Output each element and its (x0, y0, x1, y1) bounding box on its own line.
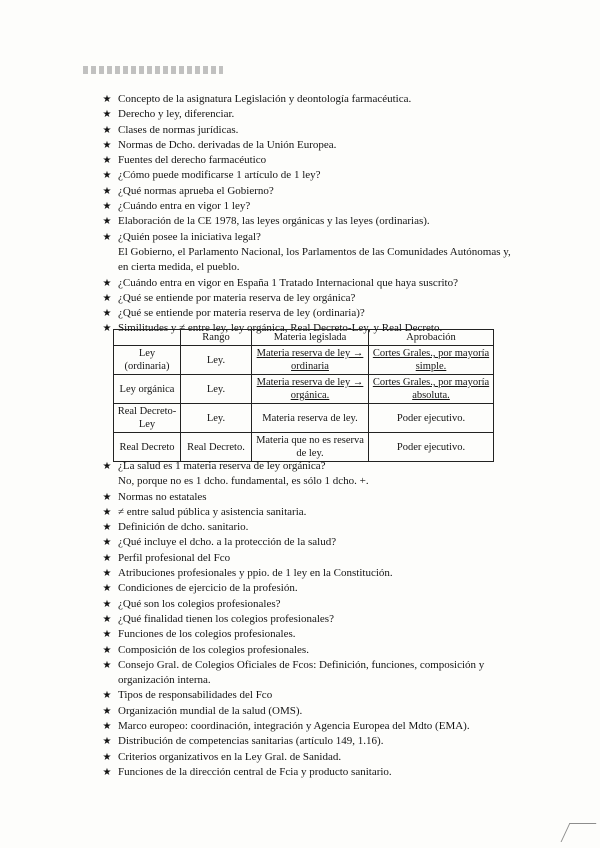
list-item-text: Clases de normas jurídicas. (118, 123, 239, 136)
star-bullet-icon: ★ (102, 552, 112, 564)
star-bullet-icon: ★ (102, 613, 112, 625)
list-item-text: ¿Cómo puede modificarse 1 artículo de 1 ley? (118, 169, 321, 182)
table-header-cell: Rango (181, 330, 252, 346)
list-item-text: ¿Qué finalidad tienen los colegios profesionales? (118, 612, 334, 625)
star-bullet-icon: ★ (102, 629, 112, 641)
table-header-cell: Materia legislada (252, 330, 369, 346)
table-header-cell: Aprobación (369, 330, 494, 346)
list-item-text: ¿Qué se entiende por materia reserva de ley orgánica? (118, 291, 356, 304)
table-cell-materia: Materia que no es reserva de ley. (252, 433, 369, 462)
star-bullet-icon: ★ (102, 323, 112, 335)
star-bullet-icon: ★ (102, 705, 112, 717)
table-row (114, 433, 494, 462)
question-list-part-1 (101, 92, 521, 337)
star-bullet-icon: ★ (102, 751, 112, 763)
list-item (101, 107, 521, 122)
comparison-table (113, 329, 494, 462)
list-item-text: Definición de dcho. sanitario. (118, 521, 249, 534)
star-bullet-icon: ★ (102, 170, 112, 182)
list-item-text: Fuentes del derecho farmacéutico (118, 154, 267, 167)
star-bullet-icon: ★ (102, 461, 112, 472)
table-cell-tipo: Ley (ordinaria) (114, 346, 181, 375)
list-item (101, 138, 521, 153)
star-bullet-icon: ★ (102, 506, 112, 518)
list-item (101, 306, 521, 321)
list-item (101, 612, 521, 627)
table-body (114, 346, 494, 462)
star-bullet-icon: ★ (102, 94, 112, 105)
list-item (101, 123, 521, 138)
table-cell-rango: Real Decreto. (181, 433, 252, 462)
list-item (101, 153, 521, 168)
star-bullet-icon: ★ (102, 522, 112, 534)
list-item (101, 92, 521, 107)
table-cell-materia: Materia reserva de ley → ordinaria (252, 346, 369, 375)
list-item (101, 627, 521, 642)
star-bullet-icon: ★ (102, 277, 112, 289)
star-bullet-icon: ★ (102, 736, 112, 748)
list-item-text: Marco europeo: coordinación, integración y Agencia Europea del Mdto (EMA). (118, 720, 470, 733)
list-item (101, 459, 521, 490)
table-cell-aprobacion: Poder ejecutivo. (369, 433, 494, 462)
table-row (114, 375, 494, 404)
list-item (101, 505, 521, 520)
list-item (101, 551, 521, 566)
list-item (101, 566, 521, 581)
table-header-cell (114, 330, 181, 346)
table-cell-materia: Materia reserva de ley. (252, 404, 369, 433)
list-item-text: Normas de Dcho. derivadas de la Unión Europea. (118, 138, 337, 151)
star-bullet-icon: ★ (102, 139, 112, 151)
star-bullet-icon: ★ (102, 537, 112, 549)
list-item (101, 535, 521, 550)
list-item-text: Concepto de la asignatura Legislación y deontología farmacéutica. (118, 93, 412, 105)
list-item (101, 719, 521, 734)
list-item (101, 658, 521, 689)
list-item-text: ¿Quién posee la iniciativa legal? (118, 230, 261, 243)
list-item (101, 704, 521, 719)
star-bullet-icon: ★ (102, 598, 112, 610)
list-item-text: Atribuciones profesionales y ppio. de 1 ley en la Constitución. (118, 567, 393, 580)
star-bullet-icon: ★ (102, 109, 112, 121)
list-item-text: Elaboración de la CE 1978, las leyes orgánicas y las leyes (ordinarias). (118, 215, 430, 228)
list-item-text: Criterios organizativos en la Ley Gral. de Sanidad. (118, 750, 342, 763)
list-item-text: Perfil profesional del Fco (118, 551, 231, 564)
star-bullet-icon: ★ (102, 292, 112, 304)
list-item (101, 765, 521, 780)
list-item (101, 688, 521, 703)
list-item-text: Distribución de competencias sanitarias (artículo 149, 1.16). (118, 735, 384, 748)
list-item-text: ¿Qué son los colegios profesionales? (118, 597, 281, 610)
list-item-text: Funciones de la dirección central de Fcia y producto sanitario. (118, 765, 392, 778)
list-item (101, 291, 521, 306)
star-bullet-icon: ★ (102, 491, 112, 503)
table-cell-tipo: Real Decreto (114, 433, 181, 462)
list-item (101, 734, 521, 749)
star-bullet-icon: ★ (102, 659, 112, 671)
list-item-text: Organización mundial de la salud (OMS). (118, 704, 303, 717)
list-item-text: Composición de los colegios profesionales. (118, 643, 309, 656)
list-item-answer: El Gobierno, el Parlamento Nacional, los Parlamentos de las Comunidades Autónomas y, en cierta medida, el pueblo. (118, 245, 511, 274)
list-item-text: Similitudes y ≠ entre ley, ley orgánica, Real Decreto-Ley, y Real Decreto. (118, 322, 443, 335)
star-bullet-icon: ★ (102, 766, 112, 778)
list-item-text: ¿Qué normas aprueba el Gobierno? (118, 184, 274, 197)
list-item-text: Consejo Gral. de Colegios Oficiales de Fcos: Definición, funciones, composición y organización interna. (118, 658, 485, 687)
star-bullet-icon: ★ (102, 185, 112, 197)
header-scan-mark (83, 66, 223, 74)
star-bullet-icon: ★ (102, 216, 112, 228)
list-item-text: Tipos de responsabilidades del Fco (118, 689, 273, 702)
table-cell-rango: Ley. (181, 404, 252, 433)
table-cell-aprobacion: Poder ejecutivo. (369, 404, 494, 433)
list-item-text: Derecho y ley, diferenciar. (118, 108, 235, 121)
star-bullet-icon: ★ (102, 644, 112, 656)
list-item (101, 490, 521, 505)
list-item (101, 184, 521, 199)
table-cell-materia: Materia reserva de ley → orgánica. (252, 375, 369, 404)
page-corner-scan-mark (561, 823, 597, 842)
table-cell-tipo: Ley orgánica (114, 375, 181, 404)
list-item (101, 520, 521, 535)
table-cell-aprobacion: Cortes Grales., por mayoría simple. (369, 346, 494, 375)
table-cell-rango: Ley. (181, 375, 252, 404)
star-bullet-icon: ★ (102, 231, 112, 243)
list-item-text: ¿La salud es 1 materia reserva de ley orgánica? (118, 460, 326, 472)
list-item (101, 750, 521, 765)
list-item-text: ¿Cuándo entra en vigor 1 ley? (118, 200, 251, 213)
star-bullet-icon: ★ (102, 124, 112, 136)
list-item (101, 276, 521, 291)
list-item-answer: No, porque no es 1 dcho. fundamental, es sólo 1 dcho. +. (118, 475, 369, 488)
star-bullet-icon: ★ (102, 201, 112, 213)
star-bullet-icon: ★ (102, 155, 112, 167)
table-cell-rango: Ley. (181, 346, 252, 375)
list-item (101, 597, 521, 612)
star-bullet-icon: ★ (102, 583, 112, 595)
table-header-row (114, 330, 494, 346)
question-list-part-2 (101, 459, 521, 780)
list-item (101, 214, 521, 229)
star-bullet-icon: ★ (102, 568, 112, 580)
list-item (101, 199, 521, 214)
table-row (114, 404, 494, 433)
list-item-text: ¿Cuándo entra en vigor en España 1 Tratado Internacional que haya suscrito? (118, 276, 458, 289)
list-item (101, 643, 521, 658)
list-item-text: Funciones de los colegios profesionales. (118, 628, 296, 641)
list-item-text: ≠ entre salud pública y asistencia sanitaria. (118, 505, 307, 518)
list-item-text: ¿Qué incluye el dcho. a la protección de la salud? (118, 536, 337, 549)
star-bullet-icon: ★ (102, 308, 112, 320)
list-item-text: Normas no estatales (118, 490, 207, 503)
list-item-text: Condiciones de ejercicio de la profesión. (118, 582, 298, 595)
table-row (114, 346, 494, 375)
star-bullet-icon: ★ (102, 690, 112, 702)
star-bullet-icon: ★ (102, 721, 112, 733)
table-cell-aprobacion: Cortes Grales., por mayoría absoluta. (369, 375, 494, 404)
comparison-table-wrap (113, 329, 494, 462)
table-cell-tipo: Real Decreto-Ley (114, 404, 181, 433)
list-item-text: ¿Qué se entiende por materia reserva de ley (ordinaria)? (118, 307, 365, 320)
list-item (101, 230, 521, 276)
list-item (101, 168, 521, 183)
list-item (101, 581, 521, 596)
